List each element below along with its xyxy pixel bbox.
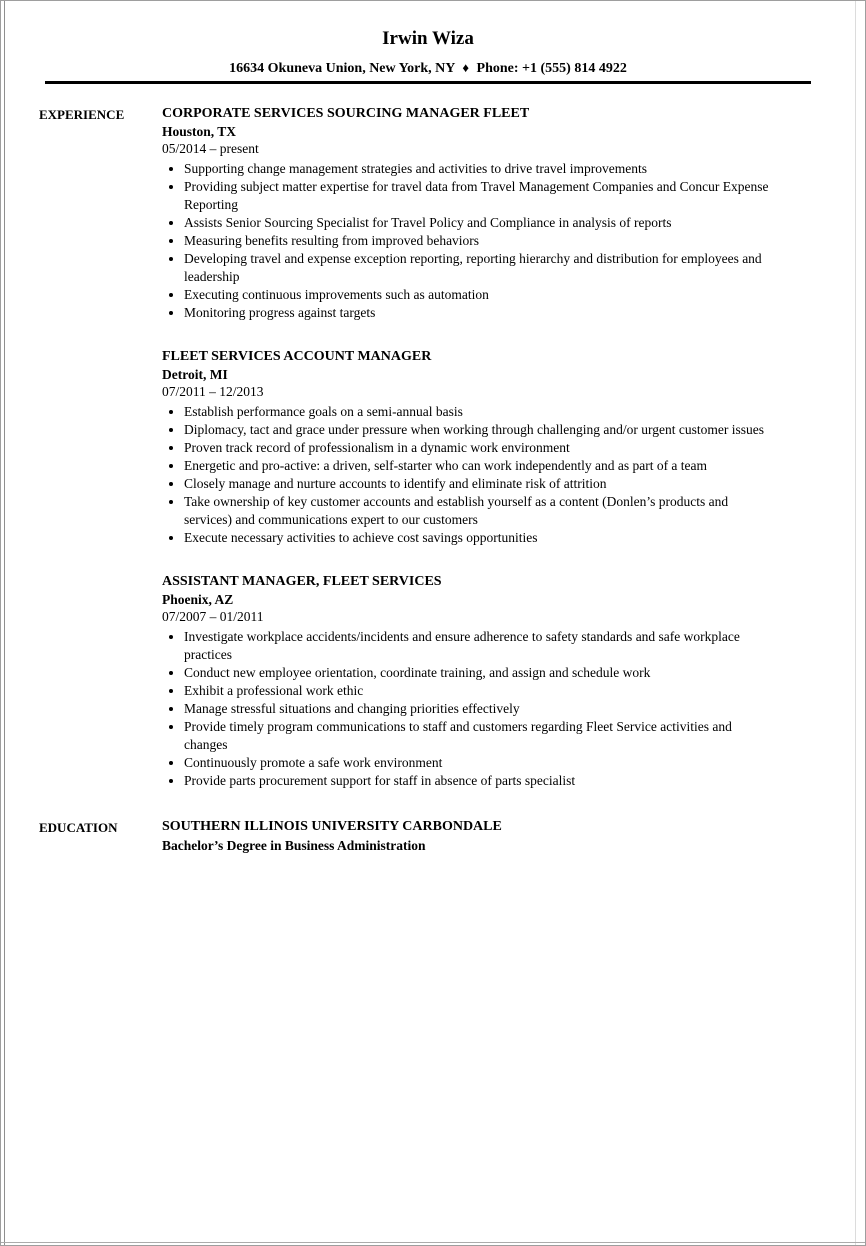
candidate-name: Irwin Wiza <box>382 28 474 49</box>
header-divider <box>45 81 811 84</box>
section-label-experience: EXPERIENCE <box>39 106 125 122</box>
education-content <box>162 818 777 855</box>
page-border-line-right <box>855 1 856 1245</box>
bullet-item: • Exhibit a professional work ethic <box>184 682 777 700</box>
bullet-item: • Assists Senior Sourcing Specialist for Travel Policy and Compliance in analysis of reports <box>184 214 777 232</box>
job-dates: 05/2014 – present <box>162 140 259 156</box>
job-entry <box>162 348 777 547</box>
job-location: Detroit, MI <box>162 366 228 382</box>
experience-content <box>162 105 777 790</box>
job-title: FLEET SERVICES ACCOUNT MANAGER <box>162 348 432 364</box>
job-location: Houston, TX <box>162 123 237 139</box>
bullet-item: • Provide parts procurement support for staff in absence of parts specialist <box>184 772 777 790</box>
contact-line <box>45 59 811 78</box>
page-border-line-left <box>4 1 5 1245</box>
job-dates: 07/2007 – 01/2011 <box>162 608 264 624</box>
job-entry <box>162 573 777 790</box>
bullet-item: • Providing subject matter expertise for travel data from Travel Management Companies and Concur Expense Reporting <box>184 178 777 214</box>
job-location: Phoenix, AZ <box>162 591 234 607</box>
bullet-item: • Closely manage and nurture accounts to identify and eliminate risk of attrition <box>184 475 777 493</box>
bullet-item: • Monitoring progress against targets <box>184 304 777 322</box>
bullet-item: • Diplomacy, tact and grace under pressure when working through challenging and/or urgent customer issues <box>184 421 777 439</box>
diamond-separator-icon: ♦ <box>462 60 470 75</box>
bullet-item: • Execute necessary activities to achieve cost savings opportunities <box>184 529 777 547</box>
education-degree: Bachelor’s Degree in Business Administration <box>162 837 426 853</box>
contact-phone: Phone: +1 (555) 814 4922 <box>476 61 627 76</box>
education-school: SOUTHERN ILLINOIS UNIVERSITY CARBONDALE <box>162 818 502 834</box>
bullet-item: • Energetic and pro-active: a driven, self-starter who can work independently and as part of a team <box>184 457 777 475</box>
page-border-line-bottom <box>1 1242 865 1243</box>
education-section <box>1 818 865 855</box>
experience-section <box>1 105 865 790</box>
resume-header <box>45 1 811 84</box>
contact-address: 16634 Okuneva Union, New York, NY <box>229 61 455 76</box>
bullet-item: • Conduct new employee orientation, coordinate training, and assign and schedule work <box>184 664 777 682</box>
job-title: CORPORATE SERVICES SOURCING MANAGER FLEET <box>162 105 530 121</box>
bullet-item: • Executing continuous improvements such as automation <box>184 286 777 304</box>
bullet-item: • Take ownership of key customer accounts and establish yourself as a content (Donlen’s products and services) and communications expert to our customers <box>184 493 777 529</box>
job-dates: 07/2011 – 12/2013 <box>162 383 264 399</box>
section-label-education: EDUCATION <box>39 819 118 835</box>
job-bullets <box>162 628 777 790</box>
job-entry <box>162 105 777 322</box>
bullet-item: • Proven track record of professionalism in a dynamic work environment <box>184 439 777 457</box>
job-bullets <box>162 160 777 322</box>
job-title: ASSISTANT MANAGER, FLEET SERVICES <box>162 573 442 589</box>
bullet-item: • Investigate workplace accidents/incidents and ensure adherence to safety standards and safe workplace practices <box>184 628 777 664</box>
bullet-item: • Establish performance goals on a semi-annual basis <box>184 403 777 421</box>
bullet-item: • Manage stressful situations and changing priorities effectively <box>184 700 777 718</box>
bullet-item: • Measuring benefits resulting from improved behaviors <box>184 232 777 250</box>
bullet-item: • Supporting change management strategies and activities to drive travel improvements <box>184 160 777 178</box>
bullet-item: • Developing travel and expense exception reporting, reporting hierarchy and distribution for employees and leadership <box>184 250 777 286</box>
job-bullets <box>162 403 777 547</box>
bullet-item: • Provide timely program communications to staff and customers regarding Fleet Service activities and changes <box>184 718 777 754</box>
bullet-item: • Continuously promote a safe work environment <box>184 754 777 772</box>
